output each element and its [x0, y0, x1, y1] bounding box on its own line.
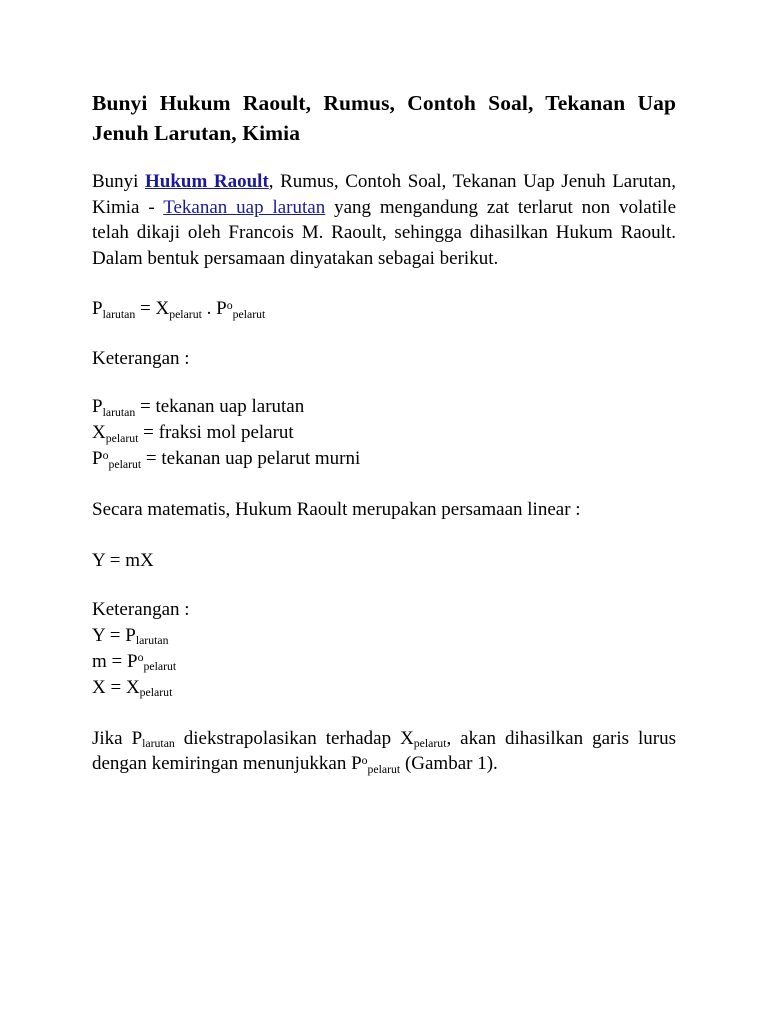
- formula-p-subscript: larutan: [102, 307, 136, 321]
- linear-definition-prefix: Y =: [92, 624, 126, 646]
- closing-subscript-2: pelarut: [413, 737, 447, 751]
- intro-text-segment-1: Bunyi: [92, 171, 146, 192]
- definition-text: = fraksi mol pelarut: [138, 422, 294, 443]
- definition-subscript: larutan: [102, 405, 136, 419]
- spacer: [92, 322, 676, 346]
- closing-subscript-1: larutan: [142, 737, 175, 751]
- spacer: [92, 472, 676, 497]
- formula-p0-subscript: pelarut: [232, 307, 266, 321]
- linear-definition-row: [92, 675, 676, 701]
- linear-definition-prefix: m =: [92, 650, 127, 672]
- definition-subscript: pelarut: [108, 457, 142, 471]
- linear-definition-subscript: larutan: [135, 634, 169, 648]
- linear-equation-paragraph: Secara matematis, Hukum Raoult merupakan persamaan linear :: [92, 499, 581, 520]
- spacer: [92, 271, 676, 296]
- formula-linear: Y = mX: [92, 549, 154, 571]
- formula-equals: =: [135, 298, 156, 319]
- linear-definition-superscript: o: [137, 651, 144, 665]
- linear-definition-row: [92, 623, 676, 649]
- link-hukum-raoult[interactable]: Hukum Raoult: [145, 171, 269, 192]
- linear-definition-subscript: pelarut: [143, 660, 177, 674]
- linear-definition-subscript: pelarut: [139, 686, 173, 700]
- formula-p0-superscript: o: [226, 298, 233, 312]
- formula-x-subscript: pelarut: [169, 307, 202, 321]
- definition-superscript: o: [102, 448, 109, 462]
- definition-row: [92, 394, 676, 420]
- intro-text-segment-2: , Rumus, Contoh Soal, Tekanan Uap Jenuh Larutan, Kimia -: [92, 171, 677, 218]
- linear-definition-base: X: [125, 676, 140, 698]
- closing-segment-3: , akan dihasilkan garis lurus dengan kemiringan menunjukkan P: [92, 727, 676, 774]
- formula-x-base: X: [155, 298, 170, 319]
- definition-base: P: [92, 448, 103, 469]
- formula-p0-base: P: [216, 298, 227, 319]
- intro-text-segment-3: yang mengandung zat terlarut non volatile telah dikaji oleh Francois M. Raoult, sehingga dihasilkan Hukum Raoult. Dalam bentuk persamaan dinyatakan sebagai berikut.: [92, 196, 677, 269]
- definition-text: = tekanan uap pelarut murni: [141, 448, 361, 469]
- definition-text: = tekanan uap larutan: [135, 396, 305, 417]
- keterangan-heading-2: Keterangan :: [92, 599, 190, 620]
- definition-subscript: pelarut: [105, 431, 139, 445]
- closing-paragraph: [92, 726, 676, 777]
- spacer: [92, 371, 676, 394]
- formula-p-base: P: [92, 298, 103, 319]
- definition-row: [92, 446, 676, 472]
- formula-multiply-dot: .: [201, 298, 217, 319]
- closing-subscript-3: pelarut: [367, 762, 401, 776]
- linear-definition-base: P: [125, 624, 136, 646]
- linear-definition-prefix: X =: [92, 676, 126, 698]
- linear-definition-base: P: [127, 650, 138, 672]
- closing-superscript-3: o: [361, 753, 368, 767]
- spacer: [92, 523, 676, 548]
- definition-base: X: [92, 422, 106, 443]
- linear-definition-row: [92, 649, 676, 675]
- spacer: [92, 701, 676, 726]
- formula-raoult-main: [92, 296, 676, 322]
- definition-base: P: [92, 396, 103, 417]
- link-tekanan-uap-larutan[interactable]: Tekanan uap larutan: [163, 196, 326, 218]
- closing-segment-2: diekstrapolasikan terhadap X: [174, 727, 414, 749]
- page-title: Bunyi Hukum Raoult, Rumus, Contoh Soal, Tekanan Uap Jenuh Larutan, Kimia: [92, 91, 676, 145]
- intro-paragraph: [92, 169, 676, 271]
- closing-segment-1: Jika P: [92, 727, 143, 749]
- closing-segment-4: (Gambar 1).: [400, 753, 498, 774]
- spacer: [92, 573, 676, 597]
- keterangan-heading-1: Keterangan :: [92, 347, 190, 369]
- definition-row: [92, 420, 676, 446]
